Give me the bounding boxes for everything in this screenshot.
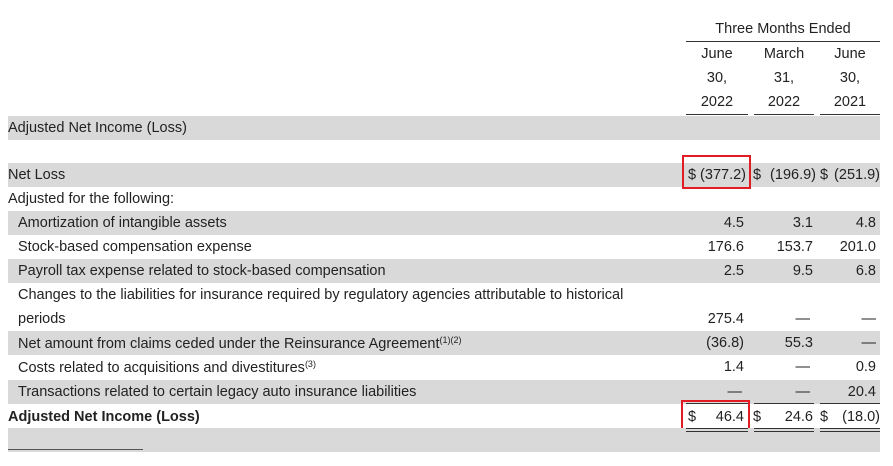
reinsurance-c1: (36.8) — [706, 335, 744, 351]
section-title: Adjusted Net Income (Loss) — [8, 120, 187, 136]
insurance-liab-label-line2: periods — [18, 311, 66, 327]
col2-double-line-1 — [754, 428, 814, 429]
adjusted-total-c1-dollar: $ — [688, 409, 697, 425]
acquisitions-c1: 1.4 — [723, 359, 744, 375]
reinsurance-c2: 55.3 — [784, 335, 813, 351]
amortization-label: Amortization of intangible assets — [18, 215, 227, 231]
adjusted-total-c3: (18.0) — [842, 409, 880, 425]
amortization-c2: 3.1 — [792, 215, 813, 231]
col3-header-underline — [820, 114, 880, 115]
col2-header-underline — [754, 114, 814, 115]
acquisitions-c2: — — [795, 359, 810, 375]
adjusted-for-label: Adjusted for the following: — [8, 191, 175, 207]
payroll-tax-c2: 9.5 — [792, 263, 813, 279]
legacy-auto-c2: — — [795, 384, 810, 400]
period-title-underline — [686, 41, 880, 42]
adjusted-total-c1: 46.4 — [715, 409, 744, 425]
legacy-auto-label: Transactions related to certain legacy auto insurance liabilities — [18, 384, 417, 400]
acquisitions-footnote-ref: (3) — [304, 359, 316, 369]
col3-double-line-2 — [820, 431, 880, 432]
legacy-auto-c3: 20.4 — [847, 384, 876, 400]
footnote-separator — [8, 449, 143, 450]
amortization-c3: 4.8 — [855, 215, 876, 231]
col2-double-line-2 — [754, 431, 814, 432]
net-loss-c1-dollar: $ — [688, 167, 697, 183]
insurance-liab-c1: 275.4 — [707, 311, 744, 327]
net-loss-c2: (196.9) — [770, 167, 816, 183]
amortization-c1: 4.5 — [723, 215, 744, 231]
col3-subtotal-line — [820, 403, 880, 404]
col1-header-line1: June — [701, 46, 733, 62]
col1-header-line2: 30, — [706, 70, 728, 86]
col1-double-line-1 — [686, 428, 748, 429]
col3-header-line2: 30, — [839, 70, 861, 86]
col1-header-underline — [686, 114, 748, 115]
reinsurance-footnote-ref: (1)(2) — [439, 335, 462, 345]
net-loss-c1: (377.2) — [700, 167, 746, 183]
net-loss-c3-dollar: $ — [820, 167, 829, 183]
reinsurance-label-text: Net amount from claims ceded under the Reinsurance Agreement — [18, 336, 440, 352]
stock-comp-c3: 201.0 — [839, 239, 876, 255]
stock-comp-label: Stock-based compensation expense — [18, 239, 252, 255]
net-loss-c2-dollar: $ — [753, 167, 762, 183]
acquisitions-label — [18, 359, 316, 376]
col3-header-line1: June — [834, 46, 866, 62]
payroll-tax-c3: 6.8 — [855, 263, 876, 279]
net-loss-highlight-box — [682, 155, 751, 189]
acquisitions-label-text: Costs related to acquisitions and divestitures — [18, 360, 305, 376]
reinsurance-c3: — — [861, 335, 876, 351]
insurance-liab-c2: — — [795, 311, 810, 327]
col1-header-line3: 2022 — [700, 94, 734, 110]
col3-header-line3: 2021 — [833, 94, 867, 110]
legacy-auto-c1: — — [727, 384, 742, 400]
acquisitions-c3: 0.9 — [855, 359, 876, 375]
col2-subtotal-line — [754, 403, 814, 404]
stock-comp-c1: 176.6 — [707, 239, 744, 255]
adjusted-total-c2-dollar: $ — [753, 409, 762, 425]
col2-header-line3: 2022 — [767, 94, 801, 110]
col1-double-line-2 — [686, 431, 748, 432]
adjusted-total-c2: 24.6 — [784, 409, 813, 425]
payroll-tax-c1: 2.5 — [723, 263, 744, 279]
adjusted-total-label: Adjusted Net Income (Loss) — [8, 409, 200, 425]
col2-header-line2: 31, — [773, 70, 795, 86]
net-loss-label: Net Loss — [8, 167, 66, 183]
net-loss-c3: (251.9) — [834, 167, 880, 183]
reinsurance-label — [18, 335, 462, 352]
adjusted-total-c3-dollar: $ — [820, 409, 829, 425]
insurance-liab-c3: — — [861, 311, 876, 327]
period-title: Three Months Ended — [715, 21, 851, 37]
stock-comp-c2: 153.7 — [776, 239, 813, 255]
col2-header-line1: March — [763, 46, 805, 62]
payroll-tax-label: Payroll tax expense related to stock-based compensation — [18, 263, 386, 279]
insurance-liab-label-line1: Changes to the liabilities for insurance required by regulatory agencies attributable to historical — [18, 287, 624, 303]
col3-double-line-1 — [820, 428, 880, 429]
